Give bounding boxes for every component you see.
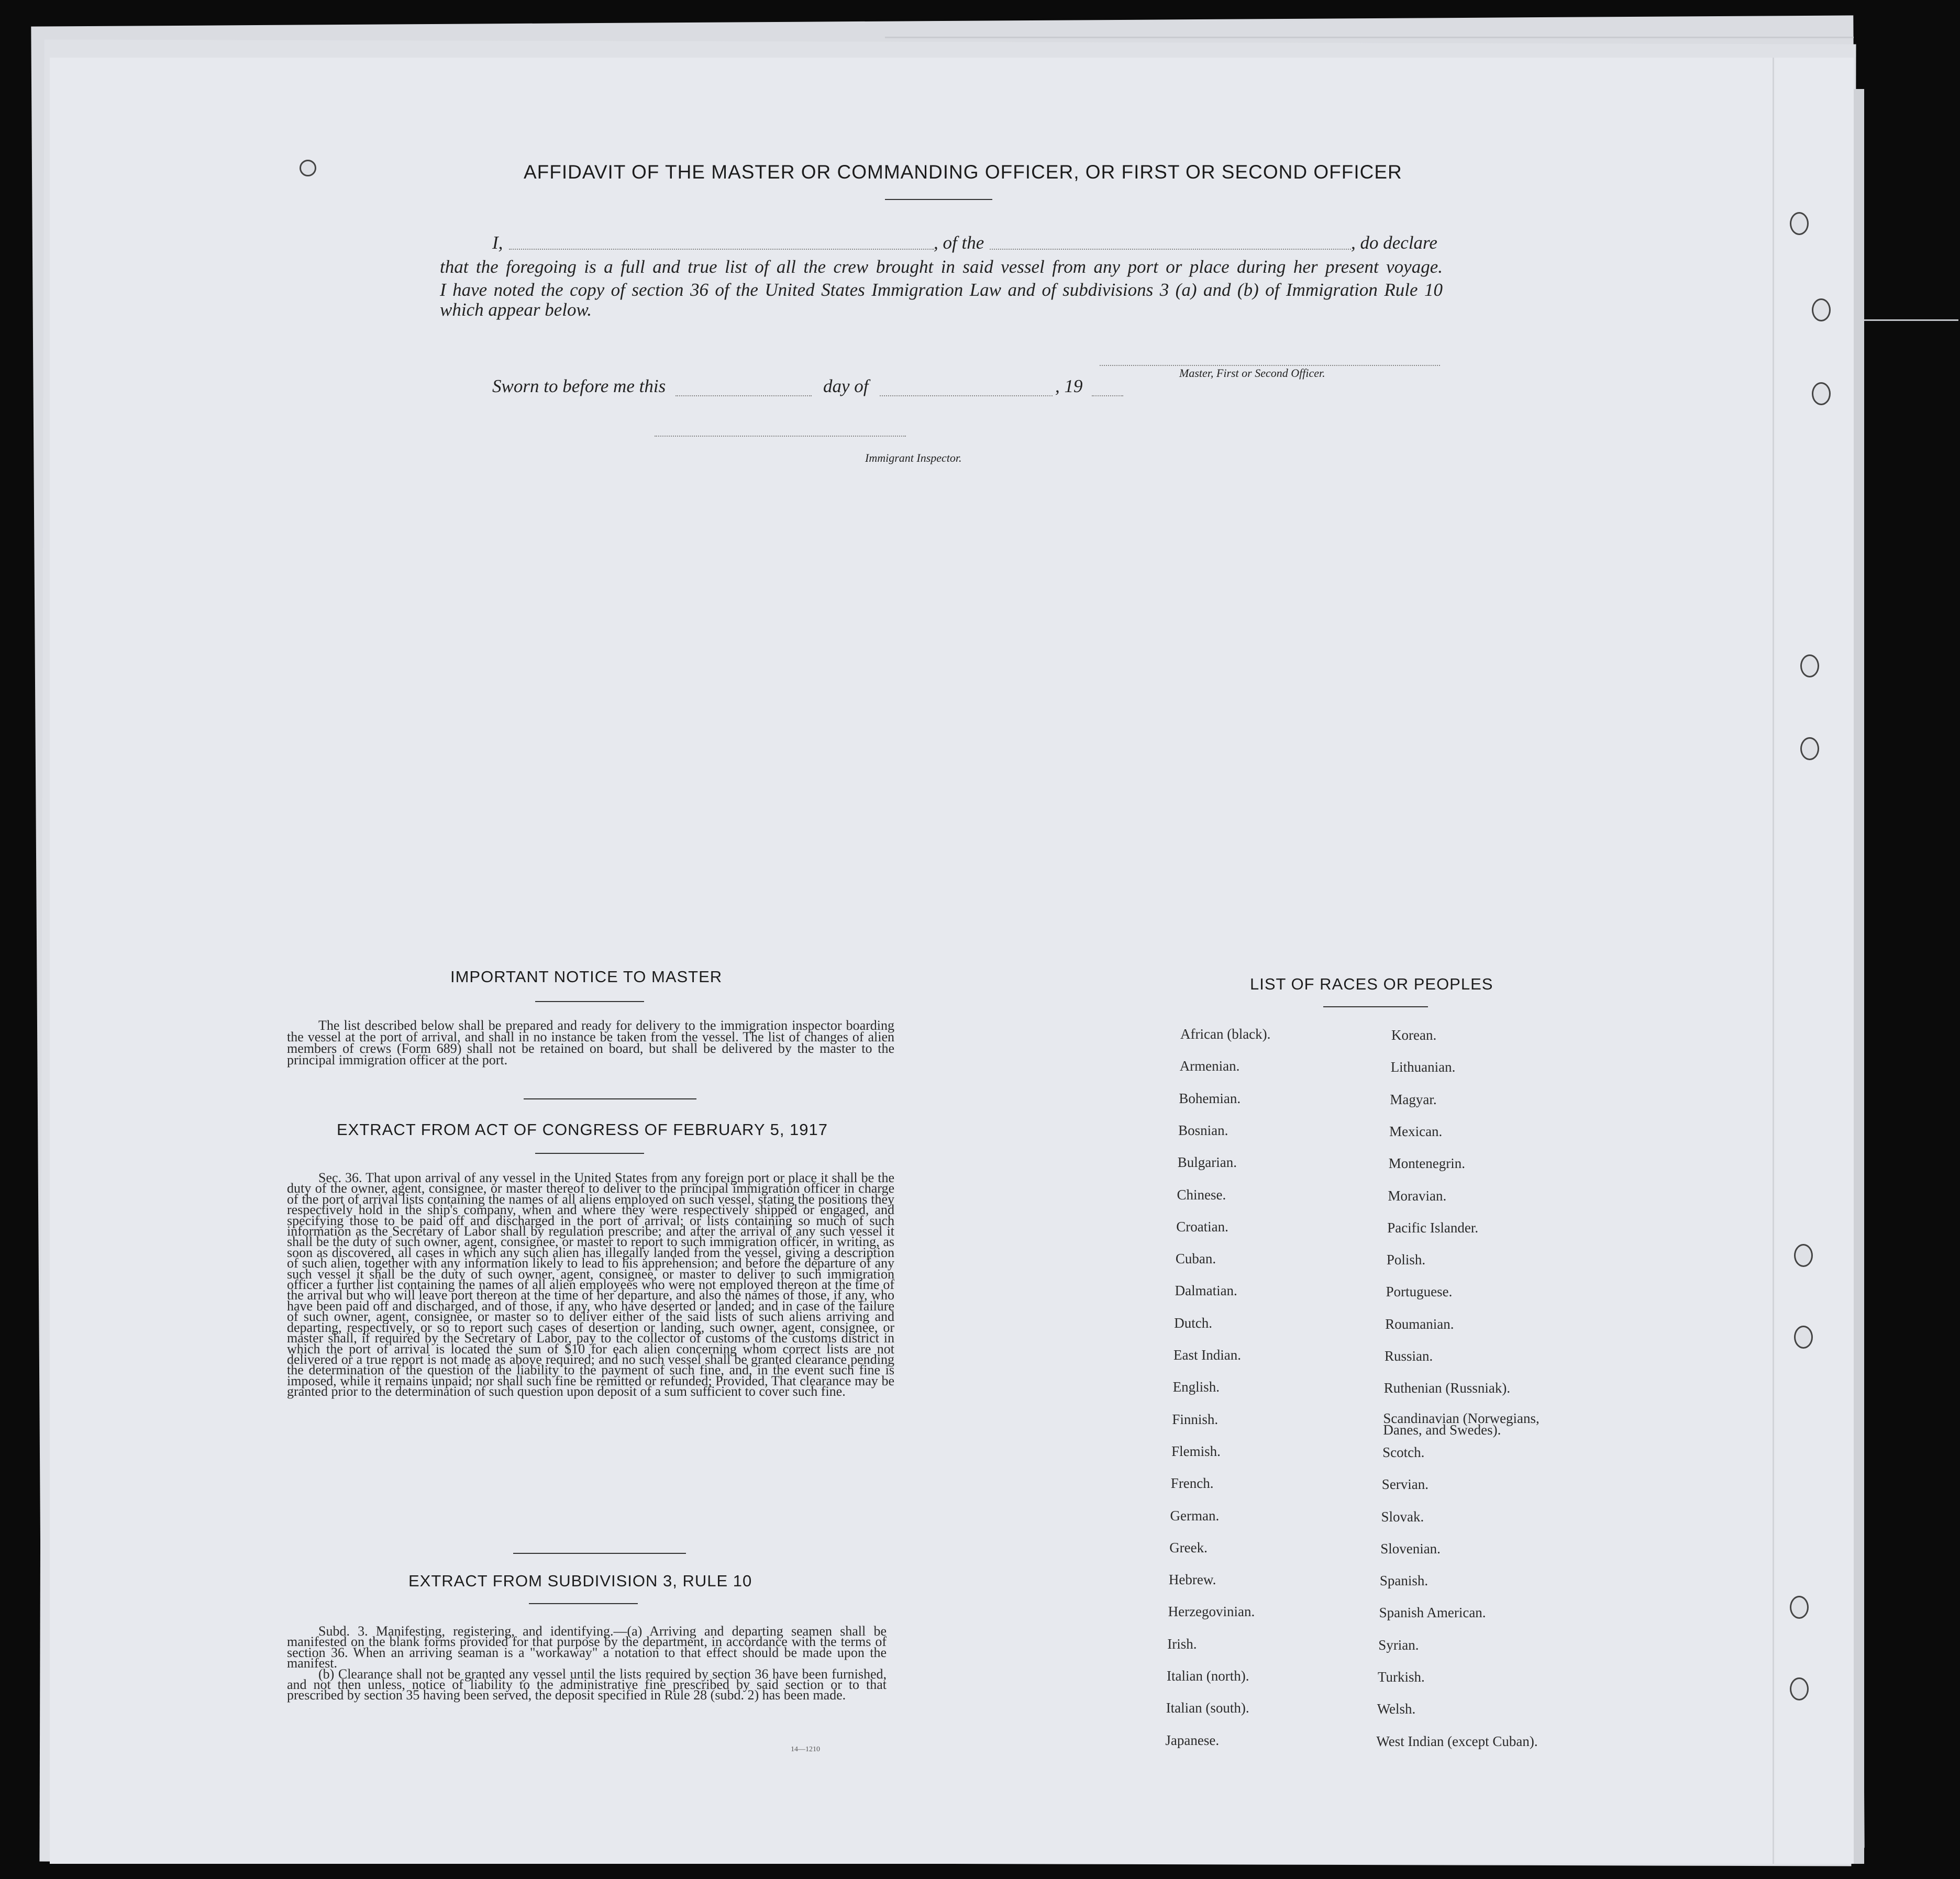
page-edge [1773, 58, 1774, 1864]
race-item: Turkish. [1378, 1669, 1425, 1685]
punch-hole-icon [1790, 212, 1809, 235]
important-notice-body: The list described below shall be prepared and ready for delivery to the immigration inspector boarding the vessel at the port of arrival, and shall in no instance be taken from the vessel. The list of changes of alien members of crews (Form 689) shall not be retained on board, but shall be delivered by the master to the principal immigration officer at the port. [287, 1018, 894, 1068]
declarant-label: I, [492, 232, 503, 253]
race-item: Flemish. [1171, 1443, 1221, 1459]
year-label: , 19 [1055, 376, 1083, 396]
extract-rule-body [287, 1626, 887, 1701]
punch-hole-icon [1800, 737, 1819, 760]
affidavit-title: AFFIDAVIT OF THE MASTER OR COMMANDING OFFICER, OR FIRST OR SECOND OFFICER [524, 161, 1402, 183]
punch-hole-icon [1790, 1677, 1809, 1700]
sworn-month-field[interactable] [880, 395, 1053, 396]
race-item: Scotch. [1382, 1444, 1425, 1460]
race-item: German. [1170, 1507, 1220, 1524]
race-item: Bohemian. [1179, 1090, 1241, 1106]
title-divider [885, 199, 992, 200]
document-page [50, 58, 1854, 1864]
day-of-label: day of [823, 376, 869, 396]
title-divider [535, 1001, 644, 1002]
title-divider [535, 1153, 644, 1154]
races-title: LIST OF RACES OR PEOPLES [1250, 975, 1493, 993]
officer-signature-field[interactable] [1100, 365, 1440, 366]
race-item: Italian (north). [1167, 1668, 1249, 1684]
punch-hole-icon [1800, 654, 1819, 677]
page-edge [885, 37, 1854, 38]
punch-hole-icon [1794, 1244, 1813, 1267]
punch-hole-icon [1790, 1596, 1809, 1619]
race-item: Portuguese. [1386, 1284, 1453, 1300]
race-item: Pacific Islander. [1387, 1219, 1479, 1236]
race-item: West Indian (except Cuban). [1376, 1733, 1538, 1749]
race-item: Welsh. [1377, 1701, 1416, 1717]
punch-hole-icon [1812, 298, 1831, 321]
race-item: Lithuanian. [1390, 1059, 1456, 1075]
punch-hole-icon [1794, 1326, 1813, 1349]
vessel-name-field[interactable] [990, 249, 1351, 250]
section-divider [513, 1553, 686, 1554]
race-item: Dalmatian. [1175, 1283, 1237, 1299]
race-item: Korean. [1391, 1027, 1437, 1043]
extract-rule-paragraph-a: Subd. 3. Manifesting, registering, and identifying.—(a) Arriving and departing seamen shall be manifested on the blank forms provided for that purpose by the department, in accordance with the terms of section 36. When an arriving seaman is a "workaway" a notation to that effect should be made upon the manifest. [287, 1624, 887, 1671]
race-item: Scandinavian (Norwegians, Danes, and Swedes). [1383, 1410, 1540, 1438]
race-item: Slovenian. [1380, 1540, 1441, 1556]
extract-rule-title: EXTRACT FROM SUBDIVISION 3, RULE 10 [408, 1572, 752, 1590]
sworn-label: Sworn to before me this [492, 376, 666, 396]
race-item: Hebrew. [1168, 1572, 1216, 1588]
race-item: Irish. [1167, 1636, 1197, 1652]
extract-act-title: EXTRACT FROM ACT OF CONGRESS OF FEBRUARY 5, 1917 [337, 1120, 828, 1139]
race-item: Italian (south). [1166, 1700, 1249, 1716]
important-notice-title: IMPORTANT NOTICE TO MASTER [450, 968, 723, 986]
race-item: Croatian. [1176, 1218, 1228, 1235]
race-item: East Indian. [1173, 1347, 1241, 1363]
section-divider [524, 1098, 696, 1099]
race-item: Bosnian. [1178, 1122, 1228, 1138]
inspector-signature-field[interactable] [655, 436, 906, 437]
declaration-line: I have noted the copy of section 36 of the United States Immigration Law and of subdivisions 3 (a) and (b) of Immigration Rule 10 [440, 280, 1443, 300]
signature-caption: Master, First or Second Officer. [1179, 366, 1325, 380]
race-item: Greek. [1169, 1539, 1208, 1555]
title-divider [529, 1603, 638, 1604]
race-item: French. [1170, 1475, 1214, 1492]
race-item: Finnish. [1172, 1411, 1219, 1427]
title-divider [1323, 1006, 1428, 1007]
race-item: Russian. [1385, 1348, 1433, 1364]
race-item: Ruthenian (Russniak). [1383, 1380, 1511, 1396]
form-number: 14—1210 [791, 1745, 820, 1753]
sworn-year-field[interactable] [1092, 395, 1123, 396]
of-the-label: , of the [934, 232, 984, 253]
punch-hole-icon [1812, 382, 1831, 405]
declaration-line: which appear below. [440, 299, 592, 320]
race-item: English. [1172, 1379, 1220, 1395]
sworn-day-field[interactable] [676, 395, 812, 396]
race-item: African (black). [1180, 1026, 1271, 1042]
do-declare-label: , do declare [1351, 232, 1437, 253]
race-item: Spanish American. [1379, 1605, 1486, 1621]
race-item: Mexican. [1389, 1123, 1443, 1139]
race-item: Magyar. [1390, 1091, 1437, 1107]
page-edge [1854, 89, 1864, 1864]
hole-icon [300, 160, 316, 176]
race-item: Armenian. [1179, 1058, 1240, 1074]
race-item: Moravian. [1388, 1187, 1447, 1204]
race-item: Bulgarian. [1177, 1154, 1237, 1171]
race-item: Cuban. [1175, 1251, 1216, 1267]
extract-rule-paragraph-b: (b) Clearance shall not be granted any vessel until the lists required by section 36 have been furnished, and not then unless, notice of liability to the administrative fine prescribed by said section or to that prescribed by section 35 having been served, the deposit specified in Rule 28 (subd. 2) has been made. [287, 1666, 887, 1703]
declaration-line: that the foregoing is a full and true list of all the crew brought in said vessel from any port or place during her present voyage. [440, 257, 1443, 277]
declarant-name-field[interactable] [509, 249, 934, 250]
race-item: Japanese. [1165, 1732, 1220, 1748]
race-item: Polish. [1386, 1252, 1426, 1268]
race-item: Chinese. [1177, 1186, 1226, 1203]
race-item: Dutch. [1174, 1315, 1213, 1331]
race-item: Herzegovinian. [1168, 1604, 1255, 1620]
race-item: Spanish. [1379, 1573, 1429, 1589]
page-edge [1859, 319, 1958, 321]
race-item: Slovak. [1381, 1508, 1424, 1525]
race-item: Montenegrin. [1388, 1155, 1466, 1172]
race-item: Roumanian. [1385, 1316, 1454, 1332]
extract-act-body: Sec. 36. That upon arrival of any vessel in the United States from any foreign port or place it shall be the duty of the owner, agent, consignee, or master thereof to deliver to the principal immigration officer in charge of the port of arrival lists containing the names of all aliens employed on such vessel, stating the positions they respectively hold in the ship's company, when and where they were respectively shipped or engaged, and specifying those to be paid off and discharged in the port of arrival; or lists containing so much of such information as the Secretary of Labor shall by regulation prescribe; and after the arrival of any such vessel it shall be the duty of such owner, agent, consignee, or master to report to such immigration officer, in writing, as soon as discovered, all cases in which any such alien has illegally landed from the vessel, giving a description of such alien, together with any information likely to lead to his apprehension; and before the departure of any such vessel it shall be the duty of such owner, agent, consignee, or master to deliver to such immigration officer a further list containing the names of all alien employees who were not employed thereon at the time of the arrival but who will leave port thereon at the time of her departure, and also the names of those, if any, who have been paid off and discharged, and of those, if any, who have deserted or landed; and in case of the failure of such owner, agent, consignee, or master so to deliver either of the said lists of such aliens arriving and departing, respectively, or so to report such cases of desertion or landing, such owner, agent, consignee, or master shall, if required by the Secretary of Labor, pay to the collector of customs of the customs district in which the port of arrival is located the sum of $10 for each alien concerning whom correct lists are not delivered or a true report is not made as above required; and no such vessel shall be granted clearance pending the determination of the question of the liability to the payment of such fine, and, in the event such fine is imposed, while it remains unpaid; nor shall such fine be remitted or refunded; Provided, That clearance may be granted prior to the determination of such question upon deposit of a sum sufficient to cover such fine. [287, 1170, 894, 1399]
inspector-caption: Immigrant Inspector. [865, 451, 962, 464]
race-item: Syrian. [1378, 1637, 1419, 1653]
race-item: Servian. [1381, 1476, 1429, 1493]
